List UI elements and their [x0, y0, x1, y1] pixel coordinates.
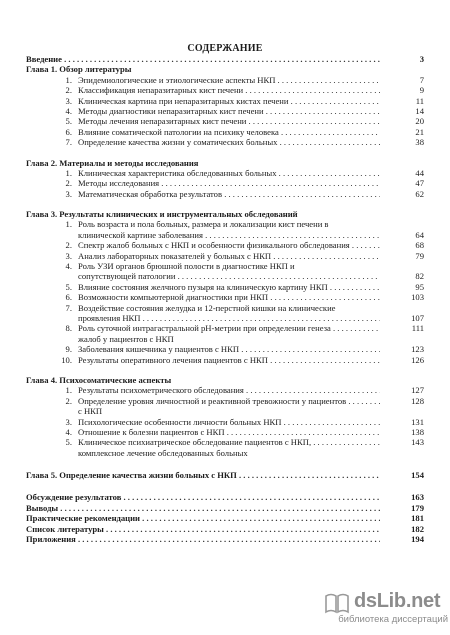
- toc-entry-text: Психологические особенности личности больных НКП . . .: [78, 417, 380, 427]
- toc-entry[interactable]: [26, 427, 424, 437]
- toc-page-number: 68: [415, 240, 424, 251]
- toc-page-number: 103: [411, 292, 424, 303]
- toc-entry-text: Практические рекомендации . . .: [26, 513, 380, 523]
- toc-entry-text: Результаты оперативного лечения пациентов с НКП . . .: [78, 355, 380, 365]
- toc-entry-text: Глава 1. Обзор литературы: [26, 64, 132, 75]
- toc-entry-number: 4.: [65, 426, 72, 437]
- toc-entry-text: Роль возраста и пола больных, размера и локализации кист печени в: [78, 219, 329, 230]
- toc-entry[interactable]: [26, 106, 424, 116]
- toc-entry[interactable]: [26, 303, 424, 313]
- toc-entry-text: Выводы . . .: [26, 503, 380, 513]
- toc-entry[interactable]: [26, 168, 424, 178]
- toc-entry-text: Обсуждение результатов . . .: [26, 492, 380, 502]
- toc-entry-number: 1.: [65, 385, 72, 396]
- toc-page-number: 131: [411, 416, 424, 427]
- toc-page-number: 182: [411, 523, 424, 534]
- toc-entry-number: 5.: [65, 281, 72, 292]
- toc-entry-number: 2.: [65, 395, 72, 406]
- toc-page-number: 181: [411, 513, 424, 524]
- toc-entry[interactable]: [26, 230, 424, 240]
- toc-entry[interactable]: [26, 96, 424, 106]
- toc-entry[interactable]: [26, 251, 424, 261]
- toc-spacer: [26, 458, 424, 470]
- toc-spacer: [26, 148, 424, 158]
- toc-entry-text: Роль суточной интрагастральной pH-метрии при определении генеза . . .: [78, 323, 380, 333]
- toc-entry[interactable]: [26, 116, 424, 126]
- toc-entry-number: 6.: [65, 292, 72, 303]
- toc-entry-number: 3.: [65, 416, 72, 427]
- toc-entry[interactable]: [26, 282, 424, 292]
- toc-page-number: 138: [411, 426, 424, 437]
- toc-section[interactable]: [26, 503, 424, 513]
- toc-entry-text: Влияние соматической патологии на психику человека . . .: [78, 127, 380, 137]
- toc-entry-number: 10.: [61, 354, 72, 365]
- toc-page-number: 179: [411, 502, 424, 513]
- toc-entry-number: 9.: [65, 344, 72, 355]
- toc-entry[interactable]: [26, 334, 424, 344]
- toc-entry[interactable]: [26, 396, 424, 406]
- toc-page-number: 14: [415, 105, 424, 116]
- toc-entry-text: с НКП: [78, 406, 103, 417]
- toc-entry[interactable]: [26, 75, 424, 85]
- toc-entry[interactable]: [26, 219, 424, 229]
- toc-page-number: 64: [415, 229, 424, 240]
- toc-entry-text: Эпидемиологические и этиологические аспекты НКП . . .: [78, 75, 380, 85]
- toc-entry-text: Приложения . . .: [26, 534, 380, 544]
- toc-entry-text: Роль УЗИ органов брюшной полости в диагностике НКП и: [78, 261, 295, 272]
- toc-entry-text: Глава 2. Материалы и методы исследования: [26, 157, 199, 168]
- toc-entry-text: Методы диагностики непаразитарных кист печени . . .: [78, 106, 380, 116]
- toc-entry-number: 5.: [65, 437, 72, 448]
- toc-page-number: 7: [419, 74, 424, 85]
- toc-entry-text: Глава 4. Психосоматические аспекты: [26, 374, 172, 385]
- toc-entry-number: 3.: [65, 188, 72, 199]
- toc-entry[interactable]: [26, 189, 424, 199]
- toc-entry-text: Список литературы . . .: [26, 524, 380, 534]
- toc-entry-number: 4.: [65, 105, 72, 116]
- toc-entry-text: клинической картине заболевания . . .: [78, 230, 380, 240]
- toc-entry-text: Результаты психометрического обследования . . .: [78, 385, 380, 395]
- toc-chapter[interactable]: [26, 470, 424, 480]
- toc-entry-text: Клиническая картина при непаразитарных кистах печени . . .: [78, 96, 380, 106]
- toc-entry-text: Анализ лабораторных показателей у больных с НКП . . .: [78, 251, 380, 261]
- table-of-contents: [26, 54, 424, 544]
- toc-spacer: [26, 365, 424, 375]
- toc-entry[interactable]: [26, 323, 424, 333]
- toc-page-number: 3: [419, 54, 424, 64]
- toc-entry-text: Глава 5. Определение качества жизни больных с НКП . . .: [26, 470, 380, 480]
- toc-entry-number: 1.: [65, 167, 72, 178]
- toc-entry-number: 2.: [65, 85, 72, 96]
- toc-entry[interactable]: [26, 240, 424, 250]
- toc-page-number: 143: [411, 437, 424, 448]
- toc-entry-text: Глава 3. Результаты клинических и инструментальных обследований: [26, 209, 298, 220]
- toc-page-number: 11: [415, 95, 424, 106]
- toc-entry-number: 6.: [65, 126, 72, 137]
- toc-entry-number: 7.: [65, 302, 72, 313]
- toc-page-number: 9: [419, 85, 424, 96]
- toc-page-number: 107: [411, 312, 424, 323]
- toc-page-number: 79: [415, 250, 424, 261]
- toc-page-number: 38: [415, 137, 424, 148]
- toc-entry-number: 1.: [65, 219, 72, 230]
- toc-entry-text: Клиническая характеристика обследованных больных . . .: [78, 168, 380, 178]
- toc-entry-number: 7.: [65, 137, 72, 148]
- toc-chapter[interactable]: [26, 209, 424, 219]
- toc-page-number: 126: [411, 354, 424, 365]
- toc-entry[interactable]: [26, 355, 424, 365]
- toc-entry-text: Методы исследования . . .: [78, 178, 380, 188]
- toc-spacer: [26, 480, 424, 492]
- toc-entry-text: Математическая обработка результатов . . .: [78, 189, 380, 199]
- toc-page-number: 194: [411, 534, 424, 545]
- toc-entry[interactable]: [26, 437, 424, 447]
- toc-page-number: 20: [415, 116, 424, 127]
- toc-entry[interactable]: [26, 406, 424, 416]
- toc-entry-number: 3.: [65, 95, 72, 106]
- book-logo-icon: [324, 590, 350, 616]
- toc-entry-number: 1.: [65, 74, 72, 85]
- toc-entry[interactable]: [26, 127, 424, 137]
- toc-entry[interactable]: [26, 137, 424, 147]
- toc-entry-text: Введение . . .: [26, 54, 380, 64]
- toc-section[interactable]: [26, 513, 424, 523]
- toc-page-number: 111: [411, 323, 424, 334]
- toc-entry-text: Определение уровня личностной и реактивной тревожности у пациентов . . .: [78, 396, 380, 406]
- toc-section[interactable]: [26, 54, 424, 64]
- toc-title: СОДЕРЖАНИЕ: [187, 43, 263, 54]
- toc-entry-text: Методы лечения непаразитарных кист печени . . .: [78, 116, 380, 126]
- toc-entry-text: проявления НКП . . .: [78, 313, 380, 323]
- toc-entry-number: 4.: [65, 261, 72, 272]
- toc-chapter[interactable]: [26, 375, 424, 385]
- toc-entry-number: 2.: [65, 240, 72, 251]
- watermark-logo-text: dsLib.net: [354, 590, 441, 612]
- toc-section[interactable]: [26, 534, 424, 544]
- toc-chapter[interactable]: [26, 158, 424, 168]
- toc-entry-text: комплексное лечение обследованных больных: [78, 447, 248, 458]
- toc-entry-text: Влияние состояния желчного пузыря на клиническую картину НКП . . .: [78, 282, 380, 292]
- toc-entry-text: Спектр жалоб больных с НКП и особенности физикального обследования . . .: [78, 240, 380, 250]
- toc-entry-text: Классификация непаразитарных кист печени . . .: [78, 85, 380, 95]
- toc-entry-text: Клиническое психиатрическое обследование пациентов с НКП, . . .: [78, 437, 380, 447]
- toc-spacer: [26, 199, 424, 209]
- watermark-subtitle: библиотека диссертаций: [338, 614, 448, 625]
- toc-entry[interactable]: [26, 417, 424, 427]
- toc-entry-text: жалоб у пациентов с НКП: [78, 333, 174, 344]
- toc-entry[interactable]: [26, 448, 424, 458]
- toc-section[interactable]: [26, 524, 424, 534]
- toc-page-number: 44: [415, 167, 424, 178]
- toc-entry-number: 2.: [65, 178, 72, 189]
- toc-entry-text: Отношение к болезни пациентов с НКП . . .: [78, 427, 380, 437]
- toc-entry[interactable]: [26, 85, 424, 95]
- toc-page-number: 62: [415, 188, 424, 199]
- toc-entry[interactable]: [26, 261, 424, 271]
- toc-entry-number: 8.: [65, 323, 72, 334]
- toc-page-number: 163: [411, 492, 424, 503]
- toc-page-number: 82: [415, 271, 424, 282]
- toc-entry-text: сопутствующей патологии . . .: [78, 271, 380, 281]
- toc-page-number: 21: [415, 126, 424, 137]
- toc-entry-text: Возможности компьютерной диагностики при НКП . . .: [78, 292, 380, 302]
- toc-entry[interactable]: [26, 313, 424, 323]
- toc-page-number: 127: [411, 385, 424, 396]
- toc-entry[interactable]: [26, 385, 424, 395]
- toc-page-number: 95: [415, 281, 424, 292]
- toc-chapter[interactable]: [26, 64, 424, 74]
- toc-entry-number: 5.: [65, 116, 72, 127]
- toc-page-number: 47: [415, 178, 424, 189]
- toc-entry[interactable]: [26, 271, 424, 281]
- toc-page-number: 123: [411, 344, 424, 355]
- toc-entry-number: 3.: [65, 250, 72, 261]
- toc-entry[interactable]: [26, 292, 424, 302]
- toc-page-number: 128: [411, 395, 424, 406]
- toc-entry[interactable]: [26, 178, 424, 188]
- toc-page-number: 154: [411, 470, 424, 481]
- toc-entry[interactable]: [26, 344, 424, 354]
- watermark: [318, 590, 448, 632]
- toc-entry-text: Определение качества жизни у соматических больных . . .: [78, 137, 380, 147]
- toc-entry-text: Воздействие состояния желудка и 12-перстной кишки на клинические: [78, 302, 336, 313]
- toc-section[interactable]: [26, 492, 424, 502]
- toc-entry-text: Заболевания кишечника у пациентов с НКП . . .: [78, 344, 380, 354]
